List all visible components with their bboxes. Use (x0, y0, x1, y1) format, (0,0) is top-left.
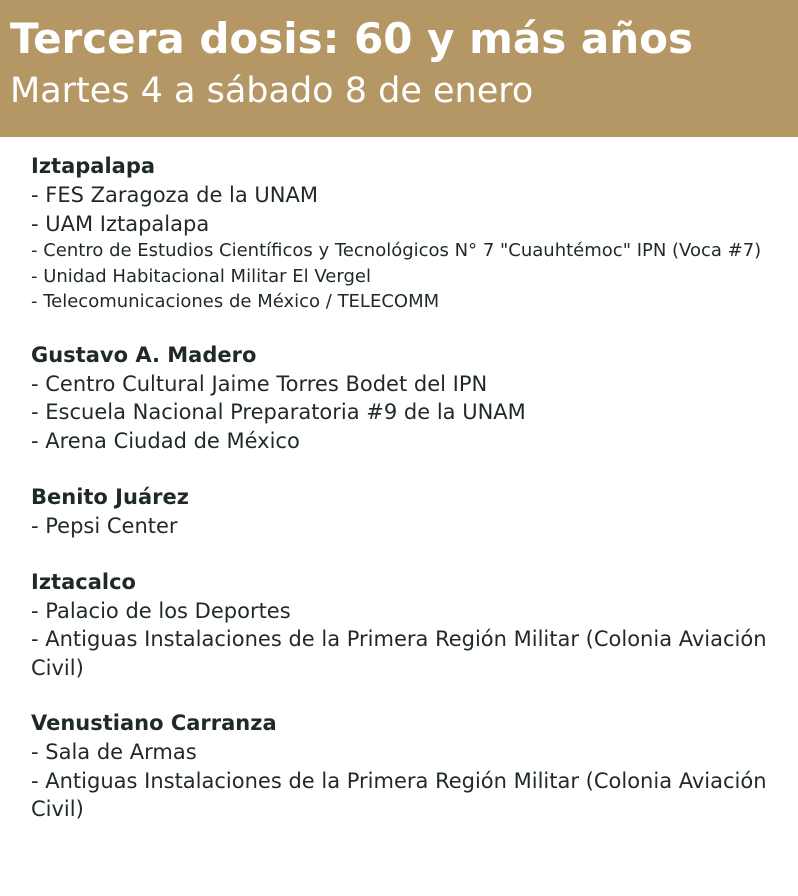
site-item: - Centro Cultural Jaime Torres Bodet del IPN (31, 371, 488, 396)
site-item: - Centro de Estudios Científicos y Tecnológicos N° 7 "Cuauhtémoc" IPN (Voca #7) (31, 240, 762, 261)
site-item: - Telecomunicaciones de México / TELECOMM (31, 291, 440, 312)
section-title-iztacalco: Iztacalco (31, 569, 136, 594)
site-item: - Pepsi Center (31, 514, 178, 538)
site-item: - Sala de Armas (31, 740, 197, 764)
site-item: - Antiguas Instalaciones de la Primera Región Militar (Colonia Aviación Civil) (31, 768, 767, 821)
section-title-iztapalapa: Iztapalapa (31, 154, 156, 178)
section-title-gustavo-a-madero: Gustavo A. Madero (31, 342, 257, 367)
vaccination-sites-list (31, 152, 776, 824)
site-item: - Antiguas Instalaciones de la Primera Región Militar (Colonia Aviación Civil) (31, 627, 767, 680)
site-item: - Unidad Habitacional Militar El Vergel (31, 265, 371, 287)
section-benito-juarez (31, 483, 776, 541)
site-item: - FES Zaragoza de la UNAM (31, 183, 318, 207)
site-item: - UAM Iztapalapa (31, 211, 210, 236)
header-banner (0, 0, 798, 137)
site-item: - Arena Ciudad de México (31, 428, 300, 453)
page-title: Tercera dosis: 60 y más años (10, 14, 693, 63)
section-title-benito-juarez: Benito Juárez (31, 485, 189, 509)
page-subtitle: Martes 4 a sábado 8 de enero (10, 71, 534, 111)
section-iztacalco (31, 568, 776, 683)
section-gustavo-a-madero (31, 341, 776, 456)
site-item: - Escuela Nacional Preparatoria #9 de la UNAM (31, 400, 526, 424)
site-item: - Palacio de los Deportes (31, 598, 291, 623)
section-venustiano-carranza (31, 709, 776, 824)
section-title-venustiano-carranza: Venustiano Carranza (31, 711, 277, 735)
section-iztapalapa (31, 152, 776, 315)
